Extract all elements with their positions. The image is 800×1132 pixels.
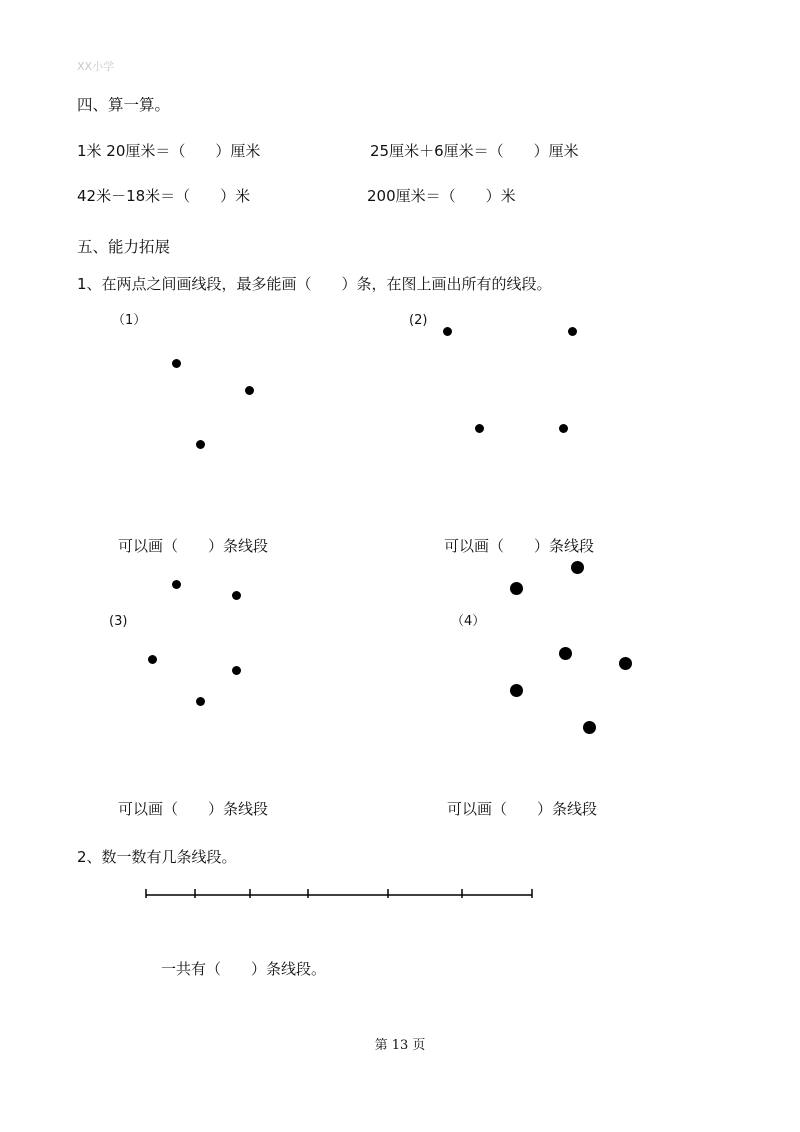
section-5-title: 五、能力拓展 [77,238,171,256]
section-4-title: 四、算一算。 [77,96,171,114]
figure-1-label: （1） [112,313,147,328]
calc-item-4: 200厘米＝（ ）米 [367,187,516,205]
figure-2-point [568,327,577,336]
figure-4-point [571,561,584,574]
question-1-prompt: 1、在两点之间画线段，最多能画（ ）条，在图上画出所有的线段。 [77,275,552,293]
figure-4-answer: 可以画（ ）条线段 [447,800,598,818]
page-number: 第 13 页 [374,1038,426,1053]
figure-3-label: (3) [109,614,128,629]
figure-4-point [510,684,523,697]
figure-4-point [510,582,523,595]
figure-3-point [232,666,241,675]
segmented-line [140,884,540,904]
figure-4-point [619,657,632,670]
figure-1-answer: 可以画（ ）条线段 [118,537,269,555]
figure-3-point [196,697,205,706]
question-2-prompt: 2、数一数有几条线段。 [77,848,237,866]
figure-2-answer: 可以画（ ）条线段 [444,537,595,555]
figure-1-point [245,386,254,395]
figure-4-point [559,647,572,660]
figure-3-point [232,591,241,600]
figure-2-point [443,327,452,336]
calc-item-1: 1米 20厘米＝（ ）厘米 [77,142,261,160]
figure-4-label: （4） [451,614,486,629]
question-2-answer: 一共有（ ）条线段。 [161,960,327,978]
figure-1-point [172,359,181,368]
figure-1-point [196,440,205,449]
calc-item-3: 42米－18米＝（ ）米 [77,187,251,205]
figure-3-answer: 可以画（ ）条线段 [118,800,269,818]
figure-3-point [172,580,181,589]
calc-item-2: 25厘米＋6厘米＝（ ）厘米 [370,142,579,160]
figure-2-label: (2) [409,313,428,328]
school-header: XX小学 [77,60,115,73]
figure-2-point [475,424,484,433]
figure-2-point [559,424,568,433]
figure-3-point [148,655,157,664]
figure-4-point [583,721,596,734]
